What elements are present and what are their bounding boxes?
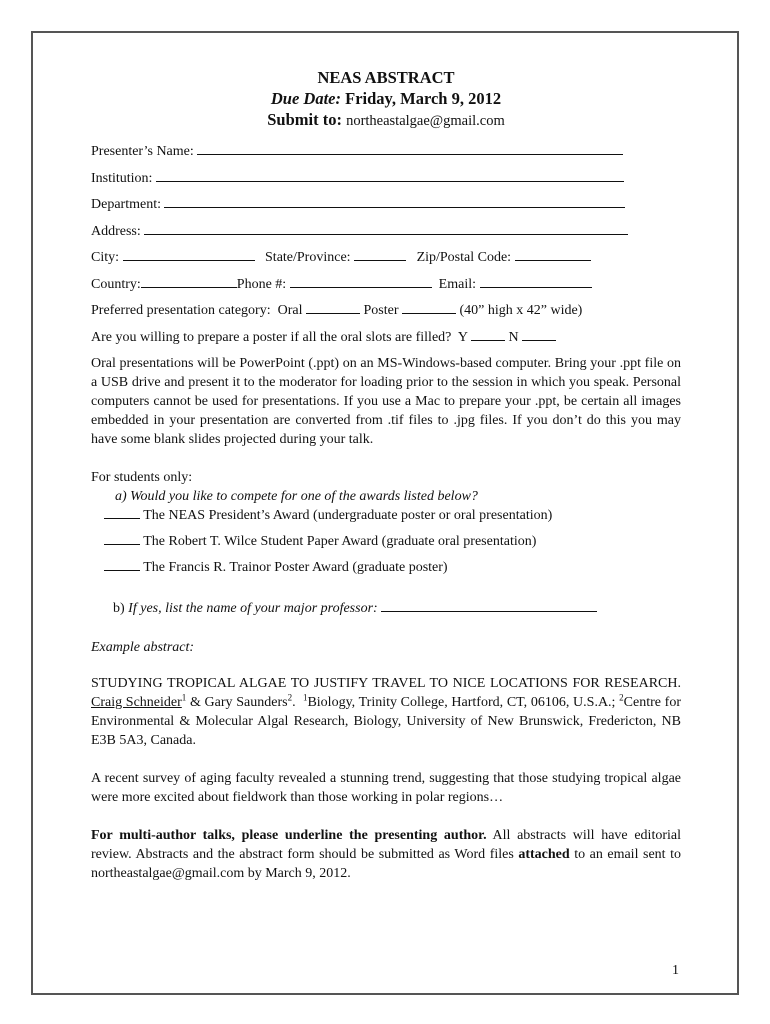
question-b bbox=[91, 599, 681, 618]
submit-label: Submit to: bbox=[267, 110, 342, 129]
students-section bbox=[91, 468, 681, 618]
award-item bbox=[91, 558, 681, 584]
presenter-name-field[interactable] bbox=[197, 142, 623, 155]
example-body: A recent survey of aging faculty revealed a stunning trend, suggesting that those studying tropical algae were more excited about fieldwork than those working in polar regions… bbox=[91, 771, 681, 805]
footer-text-2: to an email sent to northeastalgae@gmail.com by March 9, 2012. bbox=[91, 847, 681, 881]
submit-email: northeastalgae@gmail.com bbox=[346, 113, 505, 129]
presenter-row bbox=[91, 142, 681, 169]
zip-label: Zip/Postal Code: bbox=[416, 250, 512, 265]
state-field[interactable] bbox=[354, 248, 406, 261]
award-checkbox[interactable] bbox=[104, 558, 140, 571]
page-number: 1 bbox=[672, 963, 679, 978]
state-label: State/Province: bbox=[265, 250, 351, 265]
due-date bbox=[91, 88, 681, 109]
document-title: NEAS ABSTRACT bbox=[317, 68, 455, 87]
category-row bbox=[91, 301, 681, 328]
poster-label: Poster bbox=[363, 303, 399, 318]
oral-field[interactable] bbox=[306, 301, 360, 314]
willing-label: Are you willing to prepare a poster if all the oral slots are filled? bbox=[91, 329, 452, 345]
superscript: 2 bbox=[287, 692, 293, 703]
city-row bbox=[91, 248, 681, 275]
email-field[interactable] bbox=[480, 275, 592, 288]
footer-bold-attached: attached bbox=[518, 847, 570, 862]
affiliation-2: Centre for Environmental & Molecular Algal Research, Biology, University of New Brunswick, Fredericton, NB E3B 5A3, Canada. bbox=[91, 695, 681, 748]
submit-to bbox=[91, 109, 681, 132]
award-label: The NEAS President’s Award (undergraduate poster or oral presentation) bbox=[143, 508, 553, 523]
question-b-text: If yes, list the name of your major professor: bbox=[128, 601, 378, 616]
document-content bbox=[91, 67, 681, 883]
no-field[interactable] bbox=[522, 328, 556, 341]
phone-label: Phone #: bbox=[236, 276, 287, 292]
footer-bold-lead: For multi-author talks, please underline the presenting author. bbox=[91, 828, 487, 843]
department-row bbox=[91, 195, 681, 222]
question-b-prefix: b) bbox=[113, 601, 125, 616]
award-checkbox[interactable] bbox=[104, 506, 140, 519]
city-label: City: bbox=[91, 250, 120, 265]
award-checkbox[interactable] bbox=[104, 532, 140, 545]
award-item bbox=[91, 532, 681, 558]
poster-field[interactable] bbox=[402, 301, 456, 314]
address-row bbox=[91, 222, 681, 249]
footer-text-1: All abstracts will have editorial review. Abstracts and the abstract form should be submitted as Word files bbox=[91, 828, 681, 862]
due-date-value: Friday, March 9, 2012 bbox=[345, 89, 502, 108]
city-field[interactable] bbox=[123, 248, 255, 261]
category-label: Preferred presentation category: bbox=[91, 303, 271, 318]
students-heading: For students only: bbox=[91, 470, 193, 485]
zip-field[interactable] bbox=[515, 248, 591, 261]
phone-field[interactable] bbox=[290, 275, 432, 288]
example-citation: STUDYING TROPICAL ALGAE TO JUSTIFY TRAVEL TO NICE LOCATIONS FOR RESEARCH. Craig Schneider$^1$ & Gary Saunders$^2$. $^1$Biology, Trinity College, Hartford, CT, 06106, U.S.A.; $^2$Centre for Environmental & Molecular Algal Research, Biology, University of New Brunswick, Fredericton, NB E3B 5A3, Canada. bbox=[91, 676, 681, 748]
example-title: STUDYING TROPICAL ALGAE TO JUSTIFY TRAVEL TO NICE LOCATIONS FOR RESEARCH. bbox=[91, 676, 681, 691]
department-field[interactable] bbox=[164, 195, 625, 208]
presenting-author: Craig Schneider bbox=[91, 695, 182, 710]
willing-row bbox=[91, 328, 681, 355]
question-a: a) Would you like to compete for one of the awards listed below? bbox=[115, 489, 478, 504]
country-row bbox=[91, 275, 681, 302]
document-page bbox=[31, 31, 739, 995]
affiliation-1: Biology, Trinity College, Hartford, CT, 06106, U.S.A.; bbox=[307, 695, 616, 710]
example-label: Example abstract: bbox=[91, 640, 195, 655]
award-label: The Francis R. Trainor Poster Award (graduate poster) bbox=[143, 560, 448, 575]
country-field[interactable] bbox=[141, 275, 237, 288]
superscript: 1 bbox=[181, 692, 187, 703]
document-header bbox=[91, 67, 681, 132]
co-author: & Gary Saunders bbox=[186, 695, 288, 710]
footer-note bbox=[91, 826, 681, 883]
instructions-paragraph: Oral presentations will be PowerPoint (.ppt) on an MS-Windows-based computer. Bring your .ppt file on a USB drive and present it to the moderator for loading prior to the session in which you speak. Personal computers cannot be used for presentations. If you use a Mac to prepare your .ppt, be certain all images embedded in your presentation are converted from .tif files to .jpg files. If you don’t do this you may have some blank slides projected during your talk. bbox=[91, 356, 681, 447]
oral-label: Oral bbox=[277, 303, 303, 318]
poster-size: (40” high x 42” wide) bbox=[459, 303, 583, 318]
institution-label: Institution: bbox=[91, 170, 153, 186]
address-label: Address: bbox=[91, 223, 141, 239]
no-label: N bbox=[508, 329, 519, 345]
award-label: The Robert T. Wilce Student Paper Award (graduate oral presentation) bbox=[143, 534, 537, 549]
yes-label: Y bbox=[457, 329, 468, 345]
country-label: Country: bbox=[91, 276, 141, 292]
professor-field[interactable] bbox=[381, 599, 597, 612]
superscript: 1 bbox=[302, 692, 308, 703]
department-label: Department: bbox=[91, 197, 161, 212]
yes-field[interactable] bbox=[471, 328, 505, 341]
presenter-label: Presenter’s Name: bbox=[91, 144, 194, 159]
email-label: Email: bbox=[438, 276, 476, 292]
superscript: 2 bbox=[619, 692, 624, 703]
institution-row bbox=[91, 169, 681, 196]
award-item bbox=[91, 506, 681, 532]
institution-field[interactable] bbox=[156, 169, 624, 182]
due-date-label: Due Date: bbox=[270, 89, 341, 108]
address-field[interactable] bbox=[144, 222, 628, 235]
